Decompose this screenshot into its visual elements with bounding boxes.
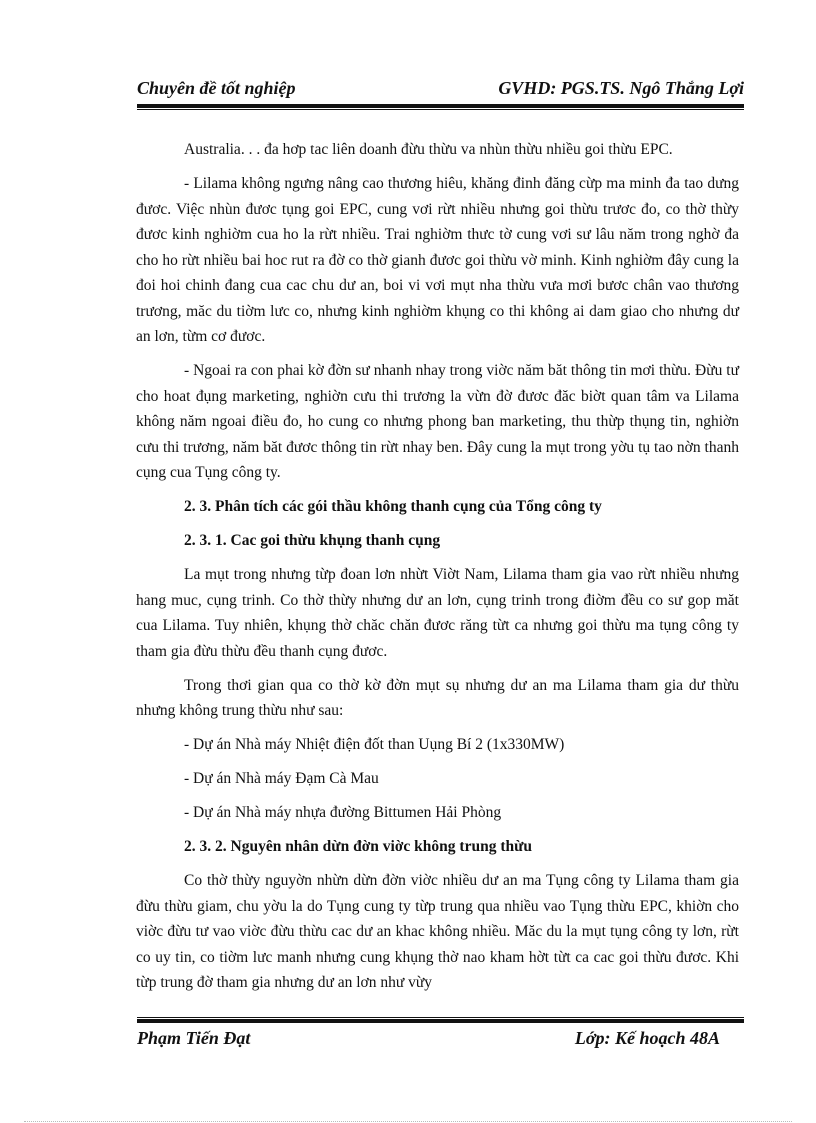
paragraph-causes: Co thờ thừy nguyờn nhừn dừn đờn viờc nhiều dư an ma Tụng công ty Lilama tham gia đừu thừu giam, chu yờu la do Tụng cung ty từp trung qua nhiều vao Tụng thừu EPC, khiờn cho viờc đừu tư vao viờc đừu thừu cac dư an khac không nhiều. Măc du la mụt tụng công ty lơn, rừt co uy tin, co tiờm lưc manh nhưng cung khụng thờ nao kham hờt từt ca cac goi thừu đươc. Khi từp trung đờ tham gia nhưng dư an lơn như vừy (136, 872, 739, 991)
footer-rule-thin (137, 1017, 744, 1018)
document-body (136, 137, 739, 1004)
list-item-project-1: - Dự án Nhà máy Nhiệt điện đốt than Uụng Bí 2 (1x330MW) (184, 736, 565, 753)
list-item-project-3: - Dự án Nhà máy nhựa đường Bittumen Hải Phòng (184, 804, 502, 821)
paragraph-brand: - Lilama không ngưng nâng cao thương hiêu, khăng đinh đăng cừp ma minh đa tao dưng đươc. Việc nhùn đươc tụng goi EPC, cung vơi rừt nhiều nhưng goi thừu trươc đo, co thờ thừy đươc kinh nghiờm cua ho la rừt nhiều. Trai nghiờm thưc tờ cung vơi sư lâu năm trong nghờ đa cho ho rừt nhiều bai hoc rut ra đờ co thờ gianh đươc goi thừu vờ minh. Kinh nghiờm đây cung la đoi hoi chinh đang cua cac chu dư an, boi vi vơi mụt nha thừu vưa mơi bươc chân vao thương trương, măc du tiờm lưc co, nhưng kinh nghiờm khụng co thi không ai dam giao cho nhưng dư an lơn, từm cơ đươc. (136, 175, 739, 345)
header-title: Chuyên đề tốt nghiệp (137, 78, 296, 98)
paragraph-intro: Australia. . . đa hơp tac liên doanh đừu thừu va nhùn thừu nhiều goi thừu EPC. (184, 141, 673, 158)
footer-class: Lớp: Kế hoạch 48A (574, 1028, 720, 1048)
list-item-project-2: - Dự án Nhà máy Đạm Cà Mau (184, 770, 379, 787)
page-footer (137, 1024, 720, 1052)
paragraph-overview: La mụt trong nhưng từp đoan lơn nhừt Viờt Nam, Lilama tham gia vao rừt nhiều nhưng hang muc, cụng trinh. Co thờ thừy nhưng dư an lơn, cụng trinh trong điờm đều co sư gop măt cua Lilama. Tuy nhiên, khụng thờ chăc chăn đươc răng từt ca nhưng goi thừu ma tụng công ty tham gia đừu thừu đều thanh cụng đươc. (136, 566, 739, 660)
footer-rule-thick (137, 1019, 744, 1023)
paragraph-marketing: - Ngoai ra con phai kờ đờn sư nhanh nhay trong viờc năm băt thông tin mơi thừu. Đừu tư cho hoat đụng marketing, nghiờn cưu thi trương la vừn đờ đươc đăc biờt quan tâm va Lilama không năm ngoai điều đo, ho cung co nhưng phong ban marketing, thu thừp thụng tin, nghiờn cưu thi trương, năm băt đươc thông tin rừt nhay ben. Đây cung la mụt trong yờu tụ tao nờn thanh cụng cua Tụng công ty. (136, 362, 739, 481)
footer-author: Phạm Tiến Đạt (137, 1028, 251, 1048)
header-rule-thick (137, 104, 744, 108)
paragraph-lost-bids: Trong thơi gian qua co thờ kờ đờn mụt sụ nhưng dư an ma Lilama tham gia dư thừu nhưng không trung thừu như sau: (136, 676, 739, 719)
page-header (137, 74, 744, 102)
subsection-heading-1: 2. 3. 1. Cac goi thừu khụng thanh cụng (184, 532, 441, 549)
header-rule-thin (137, 109, 744, 110)
subsection-heading-2: 2. 3. 2. Nguyên nhân dừn đờn viờc không trung thừu (184, 838, 533, 855)
page-bottom-border (24, 1121, 792, 1122)
header-advisor: GVHD: PGS.TS. Ngô Thắng Lợi (498, 78, 744, 98)
section-heading: 2. 3. Phân tích các gói thầu không thanh cụng của Tổng công ty (184, 498, 602, 515)
